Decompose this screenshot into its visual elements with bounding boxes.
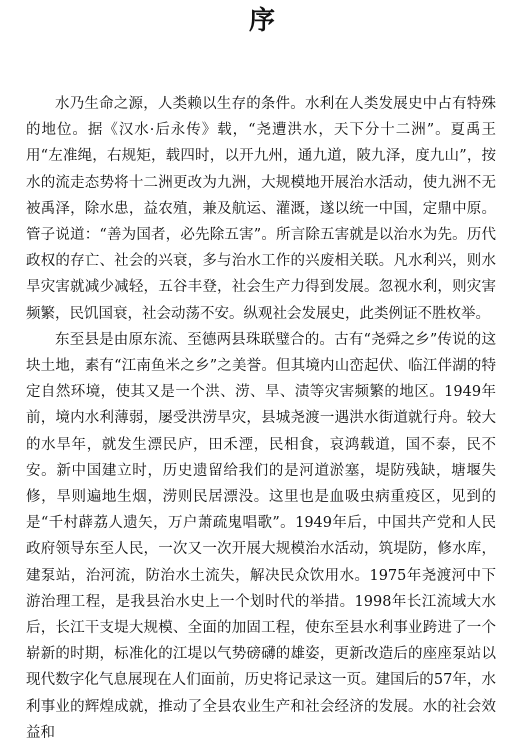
paragraph-1: 水乃生命之源，人类赖以生存的条件。水利在人类发展史中占有特殊的地位。据《汉水·后永传》载，“尧遭洪水，天下分十二洲”。夏禹王用“左准绳，右规矩，载四时，以开九州，通九道，陂九泽，度九山”，按水的流走态势将十二洲更改为九洲，大规模地开展治水活动，使九洲不无被禹泽，除水患，益农殖，兼及航运、灌溉，遂以统一中国，定鼎中原。管子说道：“善为国者，必先除五害”。所言除五害就是以治水为先。历代政权的存亡、社会的兴衰，多与治水工作的兴废相关联。凡水利兴，则水旱灾害就减少减轻，五谷丰登，社会生产力得到发展。忽视水利，则灾害频繁，民饥国衰，社会动荡不安。纵观社会发展史，此类例证不胜枚举。 — [26, 96, 496, 322]
paragraph-2: 东至县是由原东流、至德两县珠联璧合的。古有“尧舜之乡”传说的这块土地，素有“江南鱼米之乡”之美誉。但其境内山峦起伏、临江伴湖的特定自然环境，使其又是一个洪、涝、旱、渍等灾害频繁的地区。1949年前，境内水利薄弱，屡受洪涝旱灾，县城尧渡一遇洪水街道就行舟。较大的水旱年，就发生漂民庐，田禾湮，民相食，哀鸿载道，国不泰，民不安。新中国建立时，历史遗留给我们的是河道淤塞，堤防残缺，塘堰失修，旱则遍地生烟，涝则民居漂没。这里也是血吸虫病重疫区，见到的是“千村薜荔人遗矢，万户萧疏鬼唱歌”。1949年后，中国共产党和人民政府领导东至人民，一次又一次开展大规模治水活动，筑堤防，修水库，建泵站，治河流，防治水土流失，解决民众饮用水。1975年尧渡河中下游治理工程，是我县治水史上一个划时代的举措。1998年长江流域大水后，长江干支堤大规模、全面的加固工程，使东至县水利事业跨进了一个崭新的时期，标准化的江堤以气势磅礴的雄姿，更新改造后的座座泵站以现代数字化气息展现在人们面前，历史将记录这一页。建国后的57年，水利事业的辉煌成就，推动了全县农业生产和社会经济的发展。水的社会效益和 — [26, 331, 496, 741]
page-title: 序 — [248, 6, 277, 36]
body-text — [26, 91, 496, 746]
